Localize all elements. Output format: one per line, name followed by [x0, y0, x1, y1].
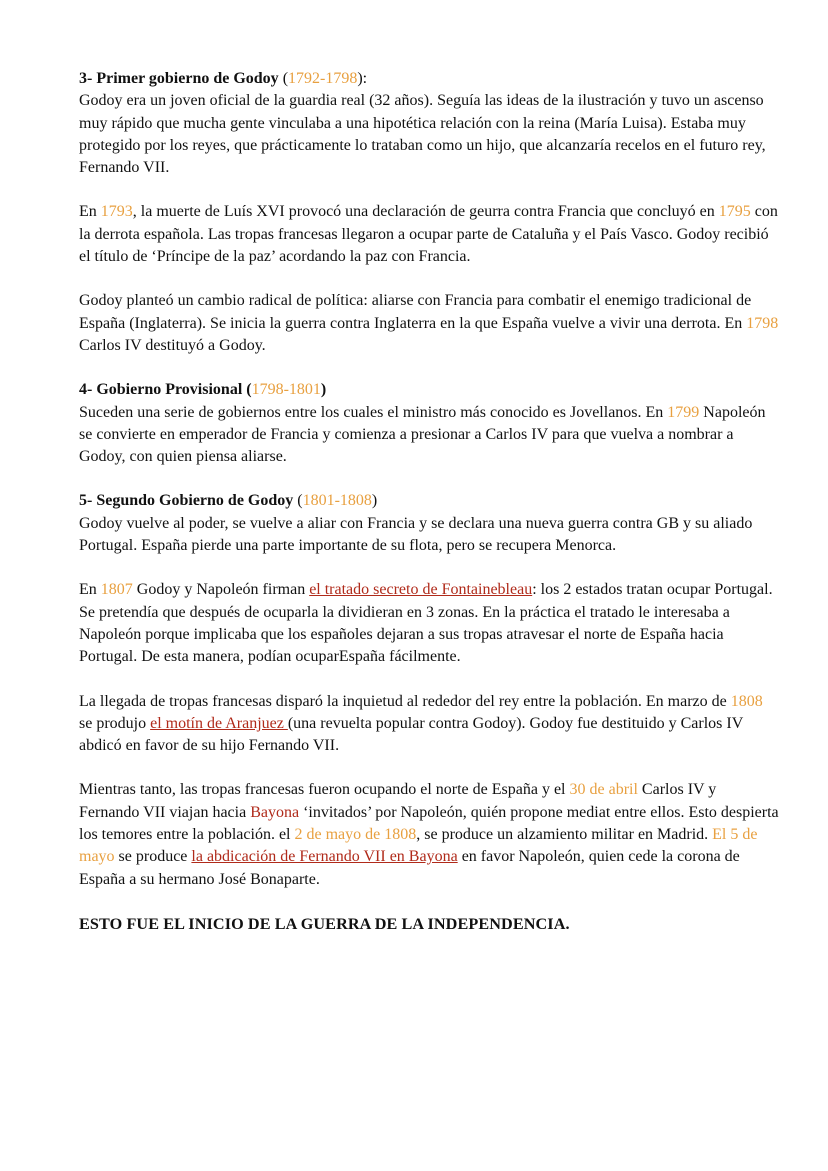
section-4-years: 1798-1801: [251, 381, 321, 399]
date-5-mayo: El 5 de mayo: [79, 826, 758, 866]
conclusion-heading: ESTO FUE EL INICIO DE LA GUERRA DE LA INDEPENDENCIA.: [79, 914, 570, 933]
section-3: 3- Primer gobierno de Godoy (1792-1798): Godoy era un joven oficial de la guardia real (32 años). Seguía las ideas de la ilustración y tuvo un ascenso muy rápido que mucha gente vinculaba a una hipotética relación con la reina (María Luisa). Estaba muy protegido por los reyes, que prácticamente lo trataban como un hijo, que alcanzaría recelos en el futuro rey, Fernando VII.: [79, 70, 766, 177]
year-1808: 1808: [730, 692, 763, 710]
section-3-paragraph-1: Godoy era un joven oficial de la guardia real (32 años). Seguía las ideas de la ilustración y tuvo un ascenso muy rápido que mucha gente vinculaba a una hipotética relación con la reina (María Luisa). Estaba muy protegido por los reyes, que prácticamente lo trataban como un hijo, que alcanzaría recelos en el futuro rey, Fernando VII.: [79, 92, 766, 177]
year-1799: 1799: [667, 403, 700, 421]
link-abdicacion-bayona[interactable]: la abdicación de Fernando VII en Bayona: [191, 848, 458, 866]
section-4-title: 4- Gobierno Provisional: [79, 381, 243, 399]
place-bayona: Bayona: [250, 803, 300, 821]
link-tratado-fontainebleau[interactable]: el tratado secreto de Fontainebleau: [309, 581, 533, 599]
section-5: 5- Segundo Gobierno de Godoy (1801-1808) Godoy vuelve al poder, se vuelve a aliar con Francia y se declara una nueva guerra contra GB y su aliado Portugal. España pierde una parte importante de su flota, pero se recupera Menorca.: [79, 492, 753, 555]
section-5-years: 1801-1808: [302, 492, 372, 510]
section-3-paragraph-3: Godoy planteó un cambio radical de política: aliarse con Francia para combatir el enemigo tradicional de España (Inglaterra). Se inicia la guerra contra Inglaterra en la que España vuelve a vivir una derrota. En 1798 Carlos IV destituyó a Godoy.: [79, 292, 779, 354]
section-5-paragraph-3: La llegada de tropas francesas disparó la inquietud al rededor del rey entre la población. En marzo de 1808 se produjo el motín de Aranjuez (una revuelta popular contra Godoy). Godoy fue destituido y Carlos IV abdicó en favor de su hijo Fernando VII.: [79, 692, 763, 755]
year-1807: 1807: [100, 581, 133, 599]
date-2-mayo-1808: 2 de mayo de 1808: [294, 826, 417, 844]
document-page: [79, 68, 779, 957]
section-5-paragraph-4: Mientras tanto, las tropas francesas fueron ocupando el norte de España y el 30 de abril Carlos IV y Fernando VII viajan hacia Bayona ‘invitados’ por Napoleón, quién propone mediat entre ellos. Esto despierta los temores entre la población. el 2 de mayo de 1808, se produce un alzamiento militar en Madrid. El 5 de mayo se produce la abdicación de Fernando VII en Bayona en favor Napoleón, quien cede la corona de España a su hermano José Bonaparte.: [79, 781, 779, 888]
year-1798: 1798: [746, 314, 779, 332]
year-1795: 1795: [718, 203, 751, 221]
section-5-paragraph-1: Godoy vuelve al poder, se vuelve a aliar con Francia y se declara una nueva guerra contra GB y su aliado Portugal. España pierde una parte importante de su flota, pero se recupera Menorca.: [79, 514, 753, 555]
section-3-years: 1792-1798: [288, 70, 358, 87]
link-motin-aranjuez[interactable]: el motín de Aranjuez: [150, 714, 288, 732]
section-4: 4- Gobierno Provisional (1798-1801) Suceden una serie de gobiernos entre los cuales el ministro más conocido es Jovellanos. En 1799 Napoleón se convierte en emperador de Francia y comienza a presionar a Carlos IV para que vuelva a nombrar a Godoy, con quien piensa aliarse.: [79, 381, 766, 466]
section-3-title: 3- Primer gobierno de Godoy: [79, 70, 279, 87]
section-5-title: 5- Segundo Gobierno de Godoy: [79, 492, 294, 510]
section-3-paragraph-2: En 1793, la muerte de Luís XVI provocó una declaración de geurra contra Francia que concluyó en 1795 con la derrota española. Las tropas francesas llegaron a ocupar parte de Cataluña y el País Vasco. Godoy recibió el título de ‘Príncipe de la paz’ acordando la paz con Francia.: [79, 203, 778, 266]
date-30-abril: 30 de abril: [569, 781, 638, 799]
year-1793: 1793: [100, 203, 133, 221]
section-5-paragraph-2: En 1807 Godoy y Napoleón firman el tratado secreto de Fontainebleau: los 2 estados tratan ocupar Portugal. Se pretendía que después de ocuparla la dividieran en 3 zonas. En la práctica el tratado le interesaba a Napoleón porque implicaba que los españoles dejaran a sus tropas atravesar el norte de España hacia Portugal. De esta manera, podían ocuparEspaña fácilmente.: [79, 581, 773, 666]
